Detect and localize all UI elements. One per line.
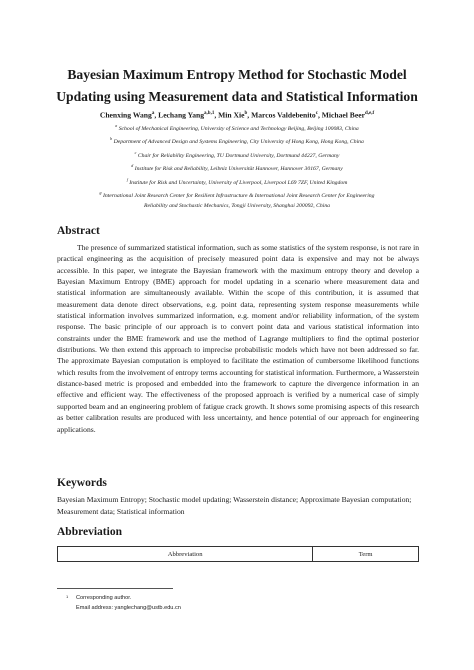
keywords-heading: Keywords — [57, 477, 107, 489]
affiliation-mark: f — [126, 176, 128, 182]
affiliation: $^b$ Department of Advanced Design and Systems Engineering, City University of Hong Kong, Hong Kong, China — [110, 136, 364, 146]
author-name: Lechang Yang — [158, 110, 205, 120]
affiliation: $^g$ International Joint Research Center for Resilient Infrastructure & International Joint Research Center for Engineering — [99, 189, 375, 199]
footnote-corresponding: Corresponding author. — [76, 595, 132, 601]
author-name: Chenxing Wang — [99, 110, 152, 120]
footnote — [66, 593, 181, 613]
footnote-divider — [57, 588, 173, 589]
abbreviation-table — [57, 546, 419, 562]
column-header-abbreviation: Abbreviation — [58, 547, 313, 562]
author-name: Michael Beer — [321, 110, 365, 120]
table-header-row — [58, 547, 419, 562]
affiliation: $^f$ Institute for Risk and Uncertainty, University of Liverpool, Liverpool L69 7ZF, United Kingdom — [126, 176, 348, 186]
footnote-email: Email address: yanglechang@ustb.edu.cn — [76, 605, 181, 611]
affiliation-list — [46, 121, 428, 212]
affiliation-mark: c — [134, 149, 137, 155]
author-affil-mark: a — [151, 111, 155, 116]
affiliation-continued: Reliability and Stochastic Mechanics, Tongji University, Shanghai 200092, China — [143, 203, 331, 210]
keywords-body: Bayesian Maximum Entropy; Stochastic model updating; Wasserstein distance; Approximate Bayesian computation; Measurement data; Statistical information — [57, 495, 412, 516]
author-affil-mark: a,b,1 — [204, 111, 215, 116]
affiliation: $^a$ School of Mechanical Engineering, University of Science and Technology Beijing, Beijing 100083, China — [115, 123, 359, 132]
affiliation: $^c$ Chair for Reliability Engineering, TU Dortmund University, Dortmund 44227, Germany — [134, 149, 340, 159]
abbreviation-heading: Abbreviation — [57, 526, 122, 538]
author-affil-mark: c — [315, 111, 318, 116]
column-header-term: Term — [313, 547, 419, 562]
affiliation-mark: a — [115, 123, 118, 128]
paper-title-line-1: Bayesian Maximum Entropy Method for Stochastic Model — [67, 67, 407, 82]
abstract-body: The presence of summarized statistical information, such as some statistics of the system response, is not rare in practical engineering as the acquisition of precisely measured point data is expensive and may not be always accessible. In this paper, we integrate the Bayesian framework with the maximum entropy theory and develop a Bayesian Maximum Entropy (BME) approach for model updating in a scenario where measurement data and statistical information are simultaneously available. Within the scope of this contribution, it is assumed that measurement data denote direct observations, e.g. point data, representing system response measurements while statistical information involves summarized information, e.g. moment and/or reliability information, of the system response. The basic principle of our approach is to convert point data and various statistical information into constraints under the BME framework and use the method of Lagrange multipliers to find the optimal posterior distributions. We then extend this approach to imprecise probabilistic models which have not been addressed so far. The approximate Bayesian computation is employed to facilitate the estimation of cumbersome likelihood functions which results from the involvement of entropy terms accounting for statistical information. Furthermore, a Wasserstein distance-based metric is proposed and embedded into the framework to capture the divergence information in an effective and efficient way. The effectiveness of the proposed approach is verified by a numerical case of simply supported beam and an engineering problem of fatigue crack growth. It shows some promising aspects of this research as better calibration results are produced with less uncertainty, and hence potential of our approach for engineering applications. — [57, 243, 419, 434]
affiliation-mark: b — [110, 136, 113, 142]
affiliation-mark: d — [131, 163, 134, 169]
author-affil-mark: d,e,f — [364, 111, 375, 116]
abstract-heading: Abstract — [57, 225, 100, 237]
author-list: Chenxing Wang$^a$, Lechang Yang$^{a,b,1}$, Min Xie$^b$, Marcos Valdebenito$^c$, Michael Beer$^{d,e,f}$ — [99, 110, 375, 120]
author-name: Min Xie — [218, 110, 245, 120]
paper-title-line-2: Updating using Measurement data and Statistical Information — [56, 89, 418, 104]
affiliation: $^d$ Institute for Risk and Reliability, Leibniz Universität Hannover, Hannover 30167, Germany — [131, 163, 343, 173]
footnote-mark: 1 — [66, 594, 69, 599]
author-affil-mark: b — [244, 111, 248, 116]
author-name: Marcos Valdebenito — [251, 110, 316, 120]
affiliation-mark: g — [99, 189, 102, 195]
